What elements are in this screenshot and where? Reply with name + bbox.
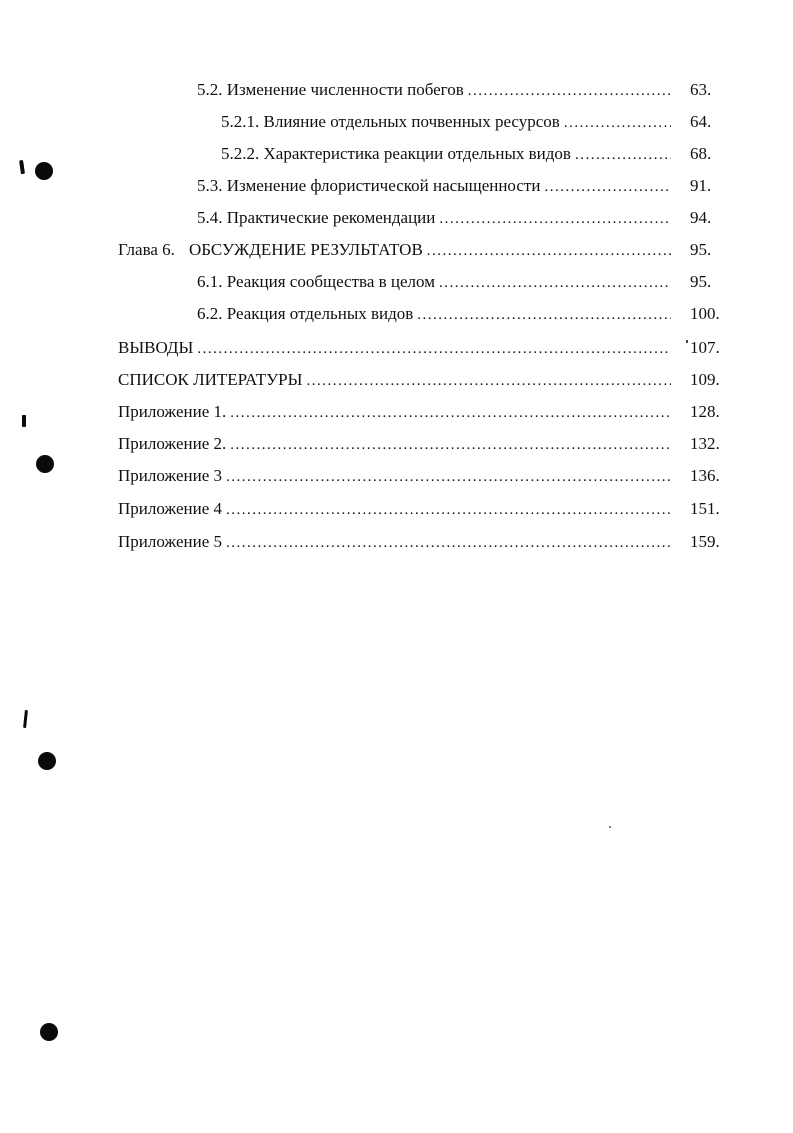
toc-page-number: 151. (690, 499, 720, 518)
scan-mark (19, 160, 25, 174)
scan-speck (609, 826, 611, 828)
scan-mark (23, 710, 28, 728)
toc-entry-title: СПИСОК ЛИТЕРАТУРЫ (118, 370, 303, 389)
toc-page-number: 107. (690, 338, 720, 357)
binder-hole (36, 455, 54, 473)
toc-page-number: 95. (690, 272, 712, 291)
toc-entry (118, 496, 675, 522)
dot-leader (226, 530, 671, 556)
toc-chapter-prefix: Глава 6. (118, 240, 175, 259)
toc-page-number: 91. (690, 176, 712, 195)
toc-entry (221, 141, 675, 167)
toc-entry-title: Приложение 4 (118, 499, 222, 518)
dot-leader (230, 400, 671, 426)
dot-leader (417, 302, 671, 328)
binder-hole (35, 162, 53, 180)
scan-speck (686, 340, 688, 343)
toc-entry-title: Приложение 2. (118, 434, 227, 453)
toc-page-number: 64. (690, 112, 712, 131)
binder-hole (40, 1023, 58, 1041)
toc-entry (118, 367, 675, 393)
toc-page-number: 128. (690, 402, 720, 421)
toc-page-number: 68. (690, 144, 712, 163)
toc-entry (118, 431, 675, 457)
dot-leader (427, 238, 671, 264)
binder-hole (38, 752, 56, 770)
toc-page-number: 100. (690, 304, 720, 323)
scan-mark (22, 415, 26, 427)
dot-leader (439, 270, 671, 296)
toc-page-number: 136. (690, 466, 720, 485)
toc-entry (197, 173, 675, 199)
toc-chapter-entry (118, 237, 675, 263)
toc-entry-title: Приложение 3 (118, 466, 222, 485)
dot-leader (226, 497, 671, 523)
dot-leader (575, 142, 671, 168)
toc-page-number: 94. (690, 208, 712, 227)
toc-entry (118, 335, 675, 361)
toc-page-number: 63. (690, 80, 712, 99)
toc-entry (197, 205, 675, 231)
toc-entry-title: ОБСУЖДЕНИЕ РЕЗУЛЬТАТОВ (188, 240, 423, 259)
toc-entry (118, 463, 675, 489)
toc-page-number: 132. (690, 434, 720, 453)
dot-leader (439, 206, 671, 232)
toc-page-number: 159. (690, 532, 720, 551)
toc-page-number: 109. (690, 370, 720, 389)
dot-leader (226, 464, 671, 490)
toc-entry-title: 5.4. Практические рекомендации (197, 208, 436, 227)
toc-entry (197, 77, 675, 103)
toc-entry-title: 5.2.2. Характеристика реакции отдельных видов (221, 144, 571, 163)
dot-leader (306, 368, 671, 394)
toc-entry-title: Приложение 5 (118, 532, 222, 551)
dot-leader (230, 432, 671, 458)
dot-leader (544, 174, 671, 200)
toc-entry (197, 301, 675, 327)
toc-entry (118, 529, 675, 555)
dot-leader (468, 78, 671, 104)
toc-entry-title: 6.1. Реакция сообщества в целом (197, 272, 435, 291)
toc-entry (221, 109, 675, 135)
toc-entry-title: 6.2. Реакция отдельных видов (197, 304, 414, 323)
toc-entry (118, 399, 675, 425)
toc-entry-title: 5.3. Изменение флористической насыщенности (197, 176, 541, 195)
toc-entry-title: 5.2. Изменение численности побегов (197, 80, 464, 99)
toc-entry (197, 269, 675, 295)
dot-leader (197, 336, 671, 362)
dot-leader (564, 110, 671, 136)
toc-page-number: 95. (690, 240, 712, 259)
toc-entry-title: Приложение 1. (118, 402, 227, 421)
toc-entry-title: ВЫВОДЫ (118, 338, 194, 357)
toc-entry-title: 5.2.1. Влияние отдельных почвенных ресурсов (221, 112, 560, 131)
